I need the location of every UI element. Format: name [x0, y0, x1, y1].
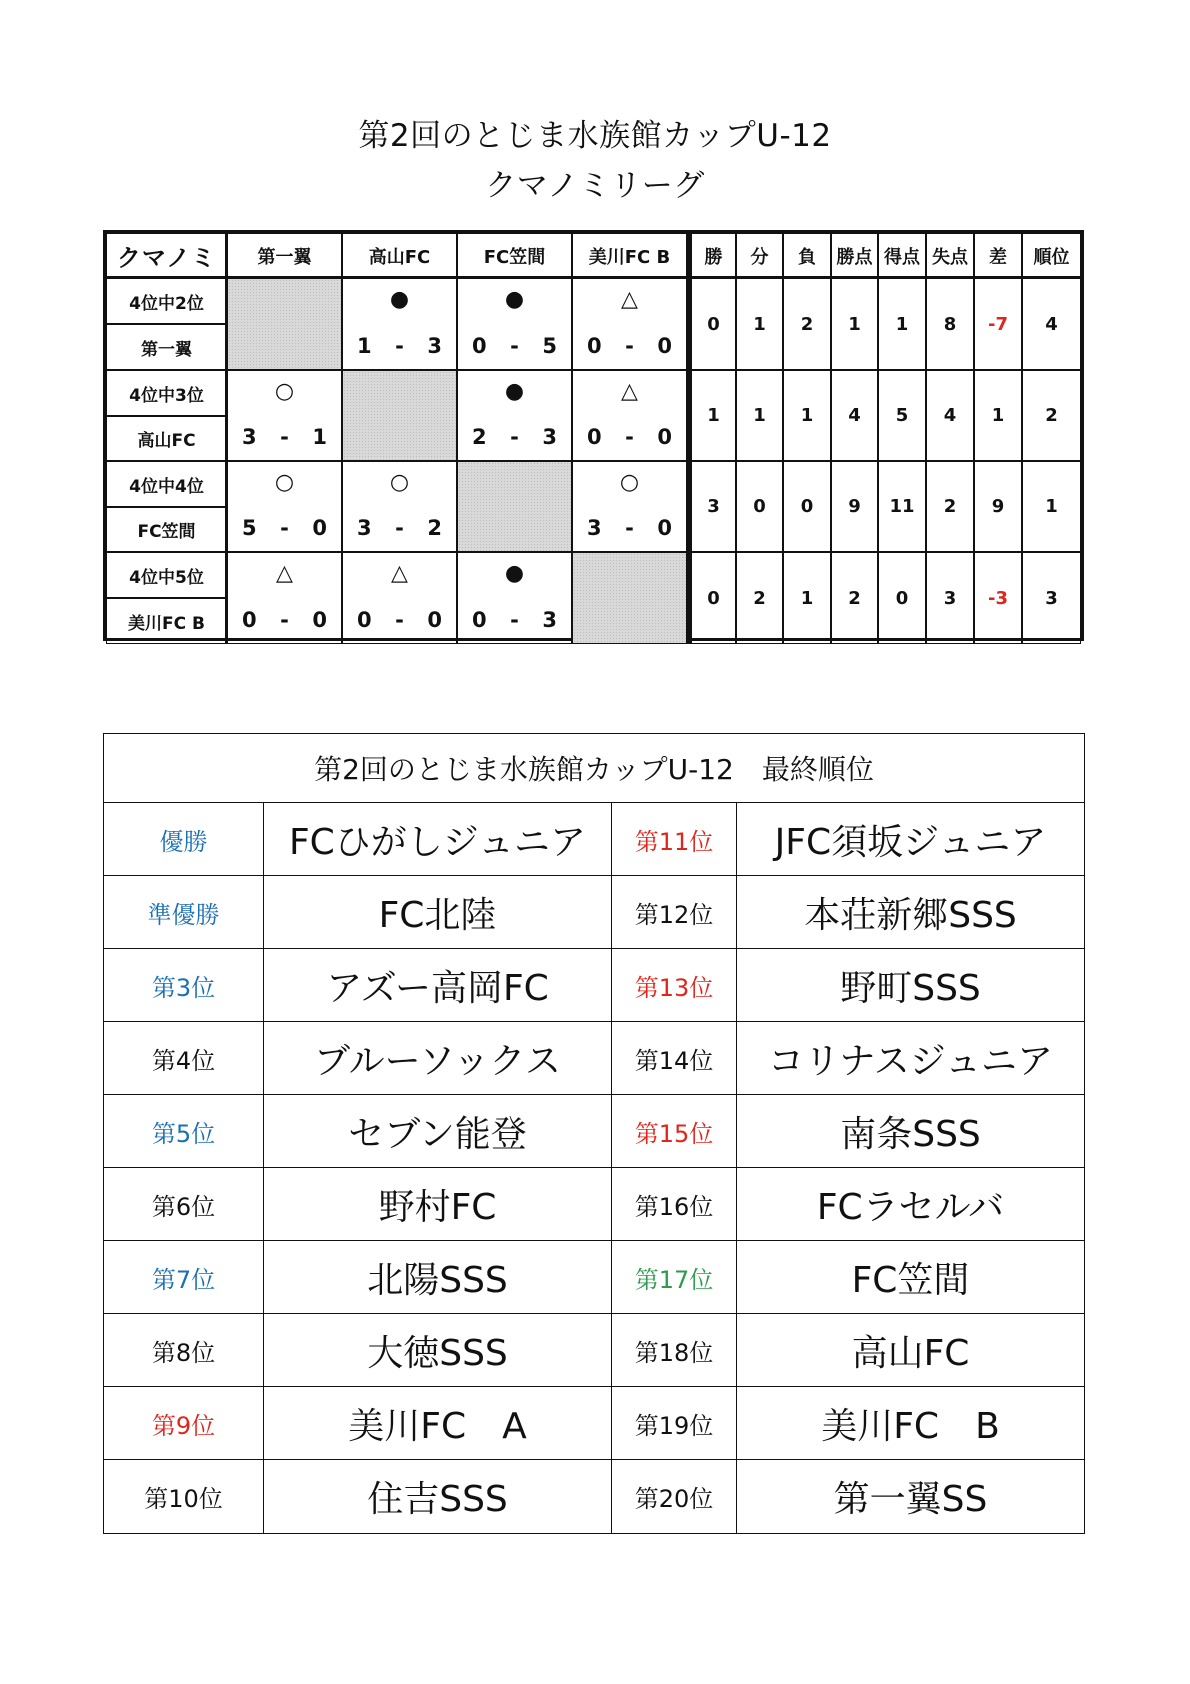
match-cell — [227, 461, 342, 552]
rank-label: 第14位 — [612, 1022, 737, 1094]
standings-row — [104, 803, 1084, 876]
stat-value: 2 — [736, 552, 783, 644]
team-name: 美川FC B — [821, 1405, 1000, 1447]
score-goals: 0 — [657, 516, 672, 540]
stat-value: 2 — [926, 461, 974, 552]
stat-value: 0 — [878, 552, 926, 644]
self-match-shaded-cell — [228, 279, 341, 369]
match-cell — [572, 370, 687, 461]
match-score — [587, 518, 672, 539]
standings-row — [104, 1314, 1084, 1387]
score-goals: 2 — [427, 516, 442, 540]
score-goals: 0 — [657, 425, 672, 449]
rank-label: 第9位 — [104, 1387, 264, 1459]
match-cell — [342, 370, 457, 461]
row-position-label: 4位中4位 — [106, 461, 227, 507]
score-goals: 3 — [542, 425, 557, 449]
rank-label: 第20位 — [612, 1460, 737, 1533]
match-score — [472, 427, 557, 448]
stat-value: 1 — [783, 370, 831, 461]
match-cell — [457, 370, 572, 461]
team-name: 高山FC — [851, 1332, 970, 1374]
row-team-label: 第一翼 — [106, 324, 227, 370]
stat-value: 3 — [691, 461, 736, 552]
standings-row — [104, 1387, 1084, 1460]
score-goals: 3 — [242, 425, 257, 449]
rank-label: 第19位 — [612, 1387, 737, 1459]
row-team-label: 高山FC — [106, 416, 227, 461]
team-name: コリナスジュニア — [767, 1040, 1054, 1082]
standings-row — [104, 1460, 1084, 1533]
stat-value: 1 — [974, 370, 1022, 461]
standings-row — [104, 1168, 1084, 1241]
rank-label: 第17位 — [612, 1241, 737, 1313]
opponent-header: 美川FC B — [572, 233, 687, 278]
league-subtitle: クマノミリーグ — [485, 168, 705, 204]
rank-label: 第4位 — [104, 1022, 264, 1094]
stat-value: 4 — [926, 370, 974, 461]
rank-label: 優勝 — [104, 803, 264, 875]
match-cell — [572, 552, 687, 644]
score-goals: 2 — [472, 425, 487, 449]
self-match-shaded-cell — [573, 553, 686, 643]
match-cell — [342, 461, 457, 552]
standings-row — [104, 1241, 1084, 1314]
score-goals: 3 — [587, 516, 602, 540]
match-score — [357, 518, 442, 539]
row-position-label: 4位中2位 — [106, 278, 227, 324]
standings-row — [104, 1022, 1084, 1095]
match-result-mark: ○ — [274, 470, 295, 495]
stat-header: 勝 — [691, 233, 736, 278]
match-result-mark: ● — [504, 561, 525, 586]
score-dash: - — [395, 516, 404, 540]
self-match-shaded-cell — [343, 371, 456, 460]
stat-value: 1 — [878, 278, 926, 370]
stat-value: 4 — [1022, 278, 1081, 370]
final-standings-table — [103, 733, 1085, 1534]
score-goals: 0 — [427, 608, 442, 632]
match-cell — [342, 278, 457, 370]
rank-label: 第5位 — [104, 1095, 264, 1167]
score-goals: 3 — [542, 608, 557, 632]
score-goals: 1 — [357, 334, 372, 358]
header-separator — [106, 276, 1081, 279]
stat-value: 1 — [736, 278, 783, 370]
match-result-mark: ● — [389, 287, 410, 312]
match-score — [357, 610, 442, 631]
score-dash: - — [395, 334, 404, 358]
team-name: FC笠間 — [851, 1259, 970, 1301]
score-dash: - — [510, 334, 519, 358]
match-score — [472, 610, 557, 631]
self-match-shaded-cell — [458, 462, 571, 551]
team-name: 住吉SSS — [264, 1460, 612, 1533]
rank-label: 第6位 — [104, 1168, 264, 1240]
match-result-mark: △ — [621, 379, 638, 404]
team-name: アズー高岡FC — [264, 949, 612, 1021]
team-name: 野村FC — [264, 1168, 612, 1240]
stat-value: 1 — [691, 370, 736, 461]
match-cell — [227, 278, 342, 370]
team-name: 南条SSS — [840, 1113, 981, 1155]
rank-label: 準優勝 — [104, 876, 264, 948]
rank-label: 第3位 — [104, 949, 264, 1021]
score-dash: - — [280, 425, 289, 449]
rank-label: 第18位 — [612, 1314, 737, 1386]
rank-label: 第10位 — [104, 1460, 264, 1533]
standings-row — [104, 949, 1084, 1022]
stat-header: 差 — [974, 233, 1022, 278]
rank-label: 第13位 — [612, 949, 737, 1021]
score-goals: 0 — [357, 608, 372, 632]
team-name: FCラセルバ — [816, 1186, 1005, 1228]
stat-header: 勝点 — [831, 233, 878, 278]
score-dash: - — [625, 334, 634, 358]
match-score — [242, 610, 327, 631]
match-cell — [457, 552, 572, 644]
rank-label: 第16位 — [612, 1168, 737, 1240]
stat-header: 失点 — [926, 233, 974, 278]
match-score — [242, 518, 327, 539]
stat-value: -7 — [974, 278, 1022, 370]
team-name: 大徳SSS — [264, 1314, 612, 1386]
team-name: FC北陸 — [264, 876, 612, 948]
stat-value: 9 — [831, 461, 878, 552]
row-team-label: 美川FC B — [106, 598, 227, 644]
score-goals: 3 — [357, 516, 372, 540]
table-separator — [687, 233, 691, 644]
stat-value: 2 — [783, 278, 831, 370]
team-name: セブン能登 — [264, 1095, 612, 1167]
match-result-mark: ○ — [619, 470, 640, 495]
match-result-mark: ○ — [389, 470, 410, 495]
match-result-mark: △ — [391, 561, 408, 586]
score-goals: 0 — [312, 608, 327, 632]
match-cell — [572, 461, 687, 552]
team-name: 野町SSS — [840, 967, 981, 1009]
match-score — [242, 427, 327, 448]
league-table — [103, 230, 1084, 641]
team-name: 美川FC A — [264, 1387, 612, 1459]
score-dash: - — [510, 425, 519, 449]
match-result-mark: △ — [621, 287, 638, 312]
stat-value: 5 — [878, 370, 926, 461]
rank-label: 第8位 — [104, 1314, 264, 1386]
stat-header: 得点 — [878, 233, 926, 278]
stat-value: 9 — [974, 461, 1022, 552]
score-goals: 5 — [542, 334, 557, 358]
stat-value: 3 — [926, 552, 974, 644]
match-cell — [227, 552, 342, 644]
stat-value: 11 — [878, 461, 926, 552]
league-group-name: クマノミ — [106, 233, 227, 278]
score-goals: 0 — [242, 608, 257, 632]
match-cell — [457, 461, 572, 552]
stat-value: 0 — [783, 461, 831, 552]
opponent-header: 第一翼 — [227, 233, 342, 278]
team-name: FCひがしジュニア — [264, 803, 612, 875]
row-position-label: 4位中3位 — [106, 370, 227, 416]
team-name: 北陽SSS — [264, 1241, 612, 1313]
score-goals: 0 — [472, 334, 487, 358]
stat-value: 1 — [783, 552, 831, 644]
stat-header: 順位 — [1022, 233, 1081, 278]
standings-title: 第2回のとじま水族館カップU-12 最終順位 — [104, 734, 1084, 803]
stat-value: 1 — [1022, 461, 1081, 552]
score-dash: - — [395, 608, 404, 632]
team-name: 本荘新郷SSS — [804, 894, 1017, 936]
match-cell — [342, 552, 457, 644]
match-score — [472, 336, 557, 357]
score-goals: 1 — [312, 425, 327, 449]
stat-value: 0 — [691, 278, 736, 370]
page-title: 第2回のとじま水族館カップU-12 — [358, 118, 832, 154]
score-dash: - — [625, 516, 634, 540]
row-team-label: FC笠間 — [106, 507, 227, 552]
match-score — [587, 427, 672, 448]
score-goals: 0 — [587, 425, 602, 449]
standings-row — [104, 876, 1084, 949]
opponent-header: FC笠間 — [457, 233, 572, 278]
team-name: 第一翼SS — [833, 1479, 988, 1520]
rank-label: 第7位 — [104, 1241, 264, 1313]
stat-value: 0 — [691, 552, 736, 644]
rank-label: 第15位 — [612, 1095, 737, 1167]
score-goals: 0 — [312, 516, 327, 540]
stat-header: 分 — [736, 233, 783, 278]
match-result-mark: ● — [504, 287, 525, 312]
stat-value: 8 — [926, 278, 974, 370]
standings-row — [104, 1095, 1084, 1168]
score-goals: 3 — [427, 334, 442, 358]
score-goals: 0 — [587, 334, 602, 358]
stat-header: 負 — [783, 233, 831, 278]
match-result-mark: ○ — [274, 379, 295, 404]
stat-value: -3 — [974, 552, 1022, 644]
stat-value: 2 — [1022, 370, 1081, 461]
score-goals: 0 — [657, 334, 672, 358]
table-separator — [225, 233, 228, 644]
score-dash: - — [625, 425, 634, 449]
row-position-label: 4位中5位 — [106, 552, 227, 598]
stat-value: 3 — [1022, 552, 1081, 644]
team-name: ブルーソックス — [264, 1022, 612, 1094]
stat-value: 1 — [736, 370, 783, 461]
match-result-mark: ● — [504, 379, 525, 404]
score-dash: - — [510, 608, 519, 632]
match-cell — [572, 278, 687, 370]
match-result-mark: △ — [276, 561, 293, 586]
stat-value: 4 — [831, 370, 878, 461]
rank-label: 第12位 — [612, 876, 737, 948]
score-dash: - — [280, 608, 289, 632]
score-goals: 5 — [242, 516, 257, 540]
match-score — [587, 336, 672, 357]
match-cell — [457, 278, 572, 370]
score-dash: - — [280, 516, 289, 540]
rank-label: 第11位 — [612, 803, 737, 875]
stat-value: 2 — [831, 552, 878, 644]
match-cell — [227, 370, 342, 461]
match-score — [357, 336, 442, 357]
score-goals: 0 — [472, 608, 487, 632]
stat-value: 1 — [831, 278, 878, 370]
opponent-header: 高山FC — [342, 233, 457, 278]
team-name: JFC須坂ジュニア — [774, 821, 1047, 863]
stat-value: 0 — [736, 461, 783, 552]
